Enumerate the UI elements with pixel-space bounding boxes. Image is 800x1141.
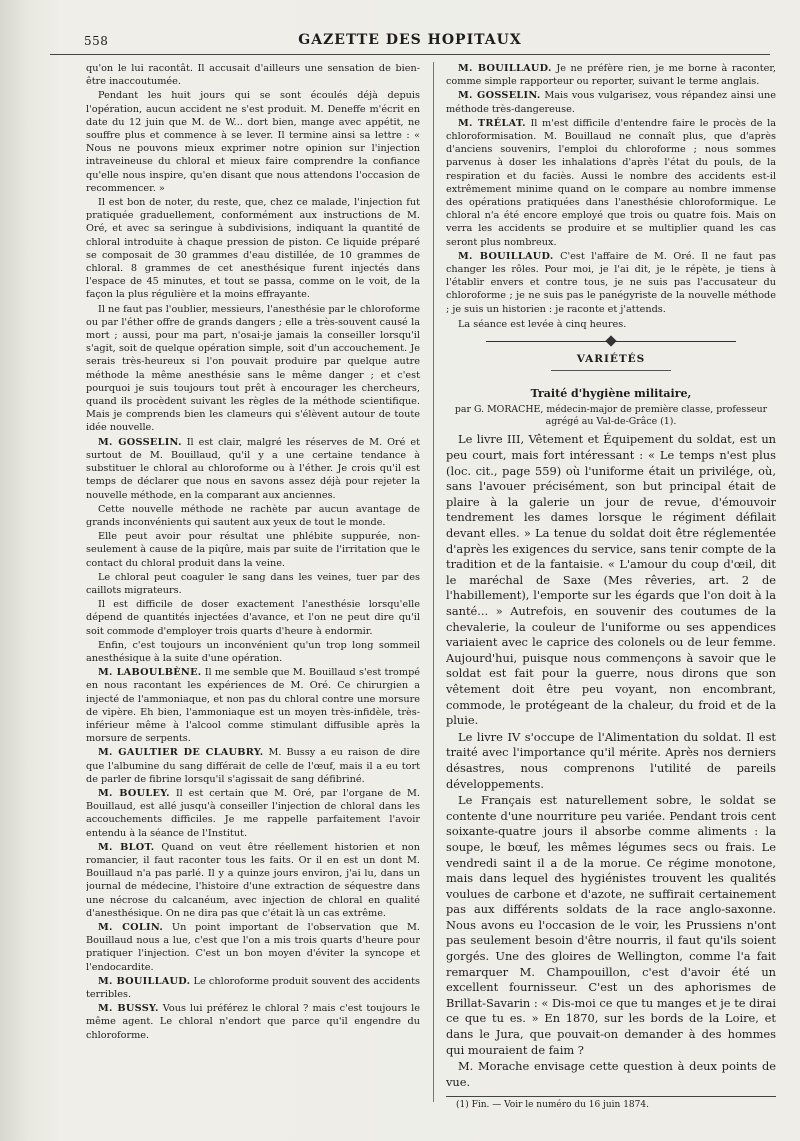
seance-closing: La séance est levée à cinq heures.: [458, 318, 627, 330]
speaker-name: M. BOUILLAUD.: [458, 63, 552, 74]
article-byline: par G. MORACHE, médecin-major de première classe, professeur agrégé au Val-de-Grâce (1).: [454, 404, 768, 428]
speaker-name: M. LABOULBÈNE.: [98, 667, 202, 679]
paragraph-text: Il m'est difficile d'entendre faire le procès de la chloroformisation. M. Bouillaud ne connaît plus, que d'après d'anciens souvenirs, l'emploi du chloroforme ; nous sommes parvenus à doser les inhalations d'après l'état du pouls, de la respiration et du faciès. Aussi le nombre des accidents est-il extrêmement minime quand on le compare au nombre immense des opérations pratiquées dans l'anesthésie chloroformique. Le chloral n'a été encore employé que trois ou quatre fois. Mais on verra les accidents se produire et se multiplier quand les cas seront plus nombreux.: [446, 117, 776, 248]
article-body: [446, 432, 776, 1090]
speaker-paragraph: [86, 436, 420, 502]
article-paragraph: M. Morache envisage cette question à deux points de vue.: [446, 1059, 776, 1089]
paragraph-text: Il ne faut pas l'oublier, messieurs, l'anesthésie par le chloroforme ou par l'éther offre de grands dangers ; elle a très-souvent causé la mort ; aussi, pour ma part, n'osai-je jamais la conseiller lorsqu'il s'agit, soit de quelque opération simple, soit d'un accouchement. Je serais très-heureux si l'on pouvait produire par quelque autre méthode la même anesthésie sans le même danger ; et c'est pourquoi je suis toujours tout prêt à encourager les chercheurs, quand ils procèdent suivant les règles de la méthode scientifique. Mais je comprends bien les clameurs qui s'élèvent autour de toute idée nouvelle.: [86, 303, 420, 434]
speaker-name: M. COLIN.: [98, 922, 164, 933]
speaker-name: M. GOSSELIN.: [98, 436, 182, 448]
speaker-name: M. TRÉLAT.: [458, 117, 526, 129]
paragraph-text: Elle peut avoir pour résultat une phlébite suppurée, non-seulement à cause de la piqûre, mais par suite de l'irritation que le contact du chloral produit dans la veine.: [86, 531, 420, 569]
speaker-name: M. BUSSY.: [98, 1003, 159, 1015]
paragraph: [86, 303, 420, 435]
speaker-name: M. BOULEY.: [98, 787, 170, 799]
paragraph-text: Enfin, c'est toujours un inconvénient qu'un trop long sommeil anesthésique à la suite d'une opération.: [86, 639, 420, 664]
speaker-paragraph: [86, 787, 420, 840]
speaker-paragraph: [446, 62, 776, 88]
paragraph-text: M. Bussy a eu raison de dire que l'albumine du sang différait de celle de l'œuf, mais il a eu tort de parler de fibrine lorsqu'il s'agissait de sang défibriné.: [86, 747, 420, 785]
paragraph: [86, 503, 420, 529]
paragraph-text: Je ne préfère rien, je me borne à raconter, comme simple rapporteur ou reporter, suivant le terme anglais.: [446, 63, 776, 88]
paragraph-text: Quand on veut être réellement historien et non romancier, il faut raconter tous les faits. Or il en est un dont M. Bouillaud n'a pas parlé. Il y a quinze jours environ, j'ai lu, dans un journal de médecine, l'histoire d'une extraction de séquestre dans une nécrose du calcanéum, avec injection de chloral en qualité d'anesthésique. On ne dira pas que c'était là un cas extrême.: [86, 841, 420, 919]
left-column: [86, 62, 420, 1112]
paragraph-text: Le chloroforme produit souvent des accidents terribles.: [86, 975, 420, 1001]
footnote: (1) Fin. — Voir le numéro du 16 juin 1874.: [456, 1100, 649, 1111]
speaker-name: M. GOSSELIN.: [458, 90, 541, 102]
debate-continuation: [446, 62, 776, 316]
paragraph-text: Il est difficile de doser exactement l'anesthésie lorsqu'elle dépend de quantités injectées d'avance, et l'on ne peut dire qu'il soit commode d'employer trois quarts d'heure à endormir.: [86, 599, 420, 637]
running-title: GAZETTE DES HOPITAUX: [298, 32, 522, 48]
speaker-paragraph: [86, 841, 420, 920]
paragraph-text: Il est clair, malgré les réserves de M. Oré et surtout de M. Bouillaud, qu'il y a une certaine tendance à substituer le chloral au chloroforme ou à l'éther. Je crois qu'il est temps de déclarer que nous en savons assez déjà pour rejeter la nouvelle méthode, en la comparant aux anciennes.: [86, 436, 420, 501]
speaker-paragraph: [446, 89, 776, 115]
paragraph: [86, 639, 420, 665]
paragraph: [86, 89, 420, 195]
paragraph-text: Vous lui préférez le chloral ? mais c'est toujours le même agent. Le chloral n'endort que parce qu'il engendre du chloroforme.: [86, 1003, 420, 1041]
speaker-paragraph: [86, 1002, 420, 1042]
page-number: 558: [84, 34, 109, 48]
speaker-paragraph: [86, 975, 420, 1001]
speaker-paragraph: [446, 250, 776, 316]
paragraph: [86, 196, 420, 302]
speaker-name: M. BOUILLAUD.: [98, 975, 191, 987]
paragraph-text: Cette nouvelle méthode ne rachète par aucun avantage de grands inconvénients qui sautent aux yeux de tout le monde.: [86, 503, 420, 528]
paragraph-text: Le chloral peut coaguler le sang dans les veines, tuer par des caillots migrateurs.: [86, 571, 420, 596]
speaker-paragraph: [86, 921, 420, 974]
article-paragraph: Le livre III, Vêtement et Équipement du soldat, est un peu court, mais fort intéressant : « Le temps n'est plus (loc. cit., page 559) où l'uniforme était un privilége, où, sans l'avouer précisément, son but principal était de plaire à la galerie un jour de revue, d'émouvoir tendrement les dames lorsque le régiment défilait devant elles. » La tenue du soldat doit être réglementée d'après les exigences du service, sans tenir compte de la tradition et de la fantaisie. « L'amour du coup d'œil, dit le maréchal de Saxe (Mes rêveries, art. 2 de l'habillement), l'emporte sur les égards que l'on doit à la santé... » Autrefois, en souvenir des coutumes de la chevalerie, la couleur de l'uniforme ou ses appendices variaient avec le caprice des colonels ou de leur femme. Aujourd'hui, puisque nous commençons à savoir que le soldat est fait pour la guerre, nous dirons que son vêtement doit être peu voyant, non encombrant, commode, le protégeant de la chaleur, du froid et de la pluie.: [446, 432, 776, 728]
paragraph-text: qu'on le lui racontât. Il accusait d'ailleurs une sensation de bien-être inaccoutumée.: [86, 63, 420, 88]
article-paragraph: Le Français est naturellement sobre, le soldat se contente d'une nourriture peu variée. Pendant trois cent soixante-quatre jours il absorbe comme aliments : la soupe, le bœuf, les mêmes légumes secs ou frais. Le vendredi saint il a de la morue. Ce régime monotone, mais dans lequel des hygiénistes trouvent les qualités voulues de carbone et d'azote, ne suffirait certainement pas aux différents soldats de la race anglo-saxonne. Nous avons eu l'occasion de le voir, les Prussiens n'ont pas seulement besoin d'être nourris, il faut qu'ils soient gorgés. Une des gloires de Wellington, comme l'a fait remarquer M. Champouillon, c'est d'avoir été un excellent fournisseur. C'est un des aphorismes de Brillat-Savarin : « Dis-moi ce que tu manges et je te dirai ce que tu es. » En 1870, sur les bords de la Loire, et dans le Jura, que pouvait-on demander à des hommes qui mouraient de faim ?: [446, 793, 776, 1057]
speaker-paragraph: [86, 746, 420, 786]
paragraph-text: Mais vous vulgarisez, vous répandez ainsi une méthode très-dangereuse.: [446, 90, 776, 115]
speaker-name: M. BLOT.: [98, 841, 155, 853]
footnote-rule: [446, 1096, 776, 1097]
paragraph: [86, 598, 420, 638]
speaker-name: M. GAULTIER DE CLAUBRY.: [98, 747, 264, 759]
right-column: [446, 62, 776, 1112]
paragraph: [86, 62, 420, 88]
speaker-name: M. BOUILLAUD.: [458, 250, 554, 262]
paragraph: [86, 530, 420, 570]
paragraph: [86, 571, 420, 597]
page-header: [50, 28, 770, 55]
paragraph-text: Il me semble que M. Bouillaud s'est trompé en nous racontant les expériences de M. Oré. Ce chirurgien a injecté de l'ammoniaque, et non pas du chloral contre une morsure de vipère. Eh bien, l'ammoniaque est un moyen très-infidèle, très-inférieur même à l'alcool comme stimulant diffusible après la morsure de serpents.: [86, 667, 420, 745]
speaker-paragraph: [446, 117, 776, 249]
paragraph-text: Un point important de l'observation que M. Bouillaud nous a lue, c'est que l'on a mis trois quarts d'heure pour pratiquer l'injection. C'est un bon moyen d'éviter la syncope et l'endocardite.: [86, 922, 420, 973]
article-title: Traité d'hygiène militaire,: [530, 387, 692, 401]
paragraph-text: Pendant les huit jours qui se sont écoulés déjà depuis l'opération, aucun accident ne s'est produit. M. Deneffe m'écrit en date du 12 juin que M. de W... dort bien, mange avec appétit, ne souffre plus et commence à se lever. Il termine ainsi sa lettre : « Nous ne pouvons mieux exprimer notre opinion sur l'injection intraveineuse du chloral et mieux faire comprendre la confiance qu'elle nous inspire, qu'en disant que nous attendons l'occasion de recommencer. »: [86, 90, 420, 194]
speaker-paragraph: [86, 666, 420, 745]
column-divider: [433, 62, 434, 1102]
paragraph-text: Il est certain que M. Oré, par l'organe de M. Bouillaud, est allé jusqu'à conseiller l'injection de chloral dans les accouchements difficiles. Je me rappelle parfaitement l'avoir entendu à la séance de l'Institut.: [86, 787, 420, 839]
article-paragraph: Le livre IV s'occupe de l'Alimentation du soldat. Il est traité avec l'importance qu'il mérite. Après nos derniers désastres, nous comprenons l'utilité de pareils développements.: [446, 729, 776, 791]
paragraph-text: Il est bon de noter, du reste, que, chez ce malade, l'injection fut pratiquée graduellement, conformément aux instructions de M. Oré, et avec sa seringue à subdivisions, indiquant la quantité de chloral introduite à chaque pression de piston. Ce liquide préparé se composait de 30 grammes d'eau distillée, de 10 grammes de chloral. 8 grammes de cet anesthésique furent injectés dans l'espace de 45 minutes, et tout se passa, comme on le voit, de la façon la plus régulière et la moins effrayante.: [86, 197, 420, 301]
paragraph-text: C'est l'affaire de M. Oré. Il ne faut pas changer les rôles. Pour moi, je l'ai dit, je le répète, je tiens à l'établir envers et contre tous, je ne suis pas l'accusateur du chloroforme ; je ne suis pas le panégyriste de la nouvelle méthode ; je suis un historien : je raconte et j'attends.: [446, 250, 776, 315]
ornamental-rule: [446, 335, 776, 347]
section-title: VARIÉTÉS: [551, 353, 671, 371]
